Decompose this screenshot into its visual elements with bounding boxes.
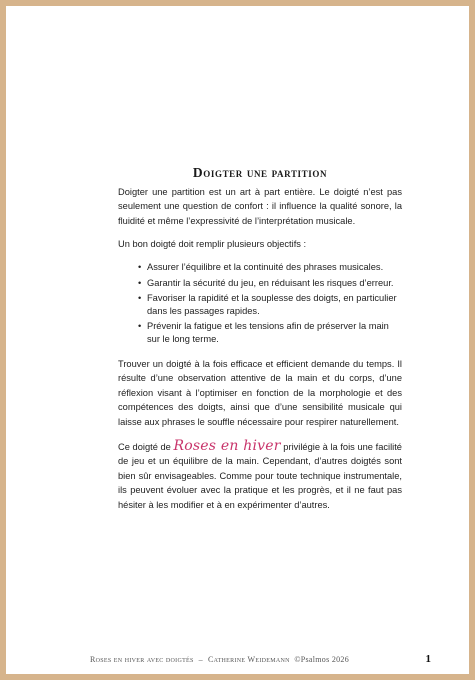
footer-copyright: ©Psalmos 2026 <box>294 655 350 664</box>
list-item: • Favoriser la rapidité et la souplesse des doigts, en particulier dans les passages rapides. <box>138 292 402 317</box>
paragraph-text-after: privilégie à la fois une facilité de jeu et un équilibre de la main. Cependant, d’autres doigtés sont bien sûr envisageables. Comme pour toute technique instrumentale, ils peuvent évoluer avec la pratique et les progrès, et il ne faut pas hésiter à les modifier et à en expérimenter d’autres. <box>118 441 402 510</box>
paragraph-text-before: Ce doigté de <box>118 441 174 452</box>
objectives-list <box>118 261 402 346</box>
page-number: 1 <box>425 653 431 665</box>
page-title: Doigter une partition <box>192 165 328 180</box>
footer-separator: – <box>198 655 203 664</box>
page <box>6 6 469 674</box>
footer-work: Roses en hiver avec doigtés <box>90 655 194 664</box>
footer-author: Catherine Weidemann <box>207 655 290 664</box>
document-body <box>118 166 402 521</box>
footer-text <box>90 655 349 664</box>
piece-title: Roses en hiver <box>173 437 281 454</box>
intro-paragraph: Doigter une partition est un art à part entière. Le doigté n’est pas seulement une question de confort : il influence la qualité sonore, la fluidité et même l’expressivité de l’interprétation musicale. <box>118 186 402 226</box>
efficiency-paragraph: Trouver un doigté à la fois efficace et efficient demande du temps. Il résulte d’une observation attentive de la main et du corps, d’une réflexion visant à l’optimiser en fonction de la morphologie et des compétences des doigts, ainsi que d’une sensibilité musicale qui laisse aux phrases le souffle nécessaire pour respirer naturellement. <box>118 358 402 427</box>
fingering-paragraph <box>118 439 402 513</box>
list-item: • Garantir la sécurité du jeu, en réduisant les risques d’erreur. <box>138 277 402 290</box>
list-item: • Prévenir la fatigue et les tensions afin de préserver la main sur le long terme. <box>138 320 402 345</box>
list-item: • Assurer l’équilibre et la continuité des phrases musicales. <box>138 261 402 274</box>
objectives-intro: Un bon doigté doit remplir plusieurs objectifs : <box>118 239 307 250</box>
page-footer <box>6 653 469 667</box>
